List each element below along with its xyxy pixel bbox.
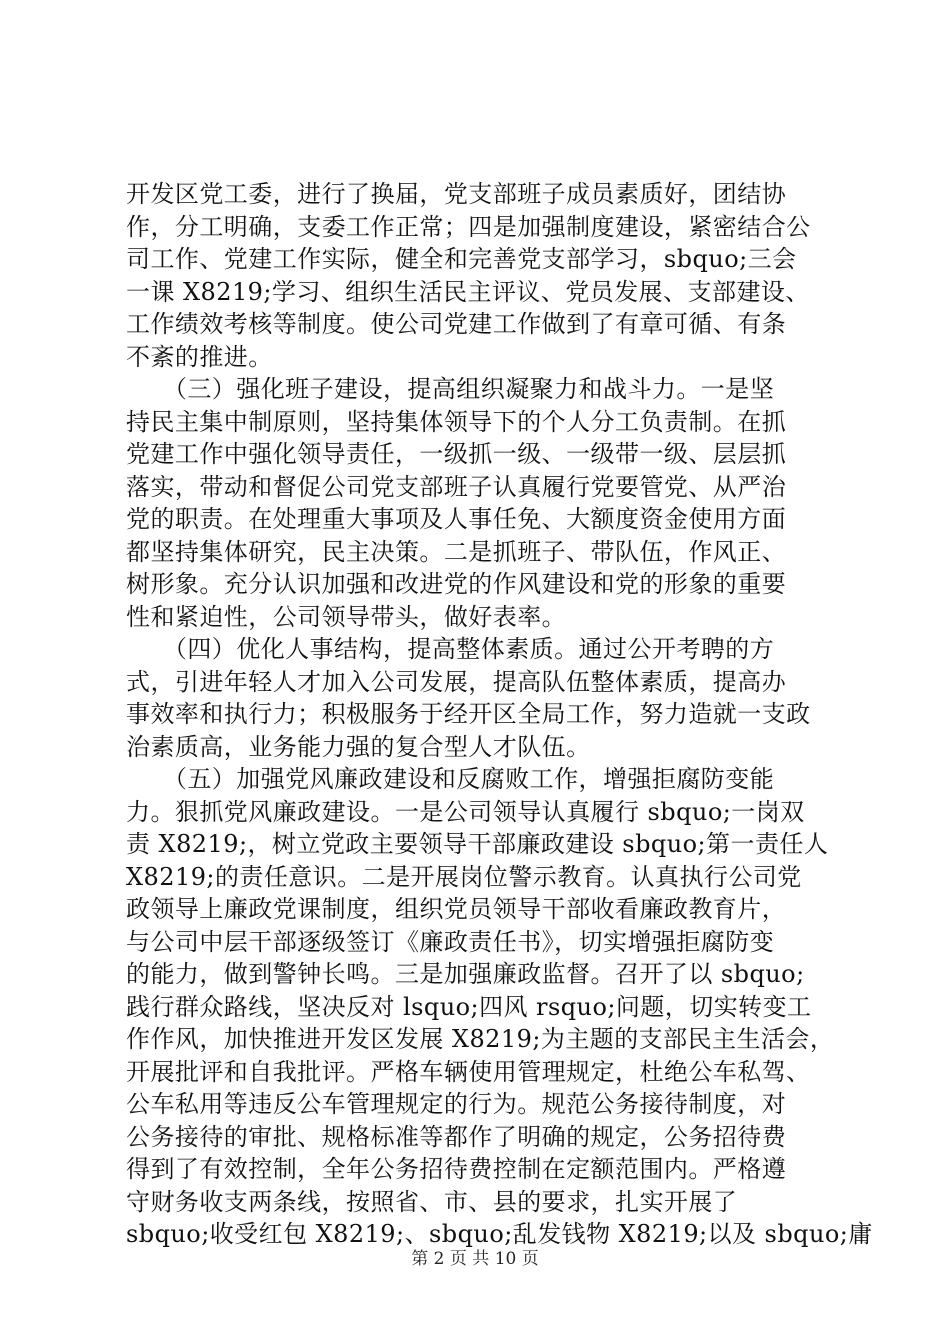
body-text: [126, 178, 873, 1251]
text-line: 党建工作中强化领导责任，一级抓一级、一级带一级、层层抓: [126, 440, 787, 468]
text-line: 得到了有效控制，全年公务招待费控制在定额范围内。严格遵: [126, 1155, 787, 1183]
text-line: sbquo;收受红包 X8219;、sbquo;乱发钱物 X8219;以及 sbquo;庸: [126, 1220, 873, 1248]
text-line: 持民主集中制原则，坚持集体领导下的个人分工负责制。在抓: [126, 407, 787, 436]
text-line: 公务接待的审批、规格标准等都作了明确的规定，公务招待费: [126, 1122, 787, 1151]
text-line: 式，引进年轻人才加入公司发展，提高队伍整体素质，提高办: [126, 667, 787, 696]
text-line: 与公司中层干部逐级签订《廉政责任书》，切实增强拒腐防变: [126, 927, 775, 956]
page-footer: 第 2 页 共 10 页: [411, 1249, 539, 1269]
text-line: 开展批评和自我批评。严格车辆使用管理规定，杜绝公车私驾、: [126, 1057, 811, 1086]
text-line: 践行群众路线，坚决反对 lsquo;四风 rsquo;问题，切实转变工: [126, 992, 812, 1021]
text-line: 作，分工明确，支委工作正常；四是加强制度建设，紧密结合公: [126, 212, 811, 241]
text-line: 公车私用等违反公车管理规定的行为。规范公务接待制度，对: [126, 1090, 787, 1118]
text-line: 开发区党工委，进行了换届，党支部班子成员素质好，团结协: [126, 180, 787, 208]
text-line: X8219;的责任意识。二是开展岗位警示教育。认真执行公司党: [126, 862, 802, 891]
text-line: 力。狠抓党风廉政建设。一是公司领导认真履行 sbquo;一岗双: [126, 797, 805, 826]
text-line: 树形象。充分认识加强和改进党的作风建设和党的形象的重要: [126, 570, 787, 598]
text-line: 的能力，做到警钟长鸣。三是加强廉政监督。召开了以 sbquo;: [126, 960, 805, 988]
text-line: 不紊的推进。: [126, 342, 273, 371]
text-line: 党的职责。在处理重大事项及人事任免、大额度资金使用方面: [126, 505, 787, 533]
text-line: 性和紧迫性，公司领导带头，做好表率。: [126, 602, 567, 631]
text-line: 司工作、党建工作实际，健全和完善党支部学习，sbquo;三会: [126, 245, 797, 273]
text-line: 作作风，加快推进开发区发展 X8219;为主题的支部民主生活会，: [126, 1025, 835, 1053]
text-line: （四）优化人事结构，提高整体素质。通过公开考聘的方: [126, 635, 775, 663]
text-line: （五）加强党风廉政建设和反腐败工作，增强拒腐防变能: [126, 765, 775, 793]
text-line: 守财务收支两条线，按照省、市、县的要求，扎实开展了: [126, 1187, 738, 1216]
text-line: 工作绩效考核等制度。使公司党建工作做到了有章可循、有条: [126, 310, 787, 338]
text-line: （三）强化班子建设，提高组织凝聚力和战斗力。一是坚: [126, 375, 775, 403]
text-line: 一课 X8219;学习、组织生活民主评议、党员发展、支部建设、: [126, 277, 810, 306]
text-line: 治素质高，业务能力强的复合型人才队伍。: [126, 732, 591, 761]
text-line: 落实，带动和督促公司党支部班子认真履行党要管党、从严治: [126, 472, 787, 501]
text-line: 责 X8219;，树立党政主要领导干部廉政建设 sbquo;第一责任人: [126, 830, 829, 858]
text-line: 都坚持集体研究，民主决策。二是抓班子、带队伍，作风正、: [126, 537, 787, 566]
text-line: 事效率和执行力；积极服务于经开区全局工作，努力造就一支政: [126, 700, 811, 728]
text-line: 政领导上廉政党课制度，组织党员领导干部收看廉政教育片，: [126, 895, 787, 923]
